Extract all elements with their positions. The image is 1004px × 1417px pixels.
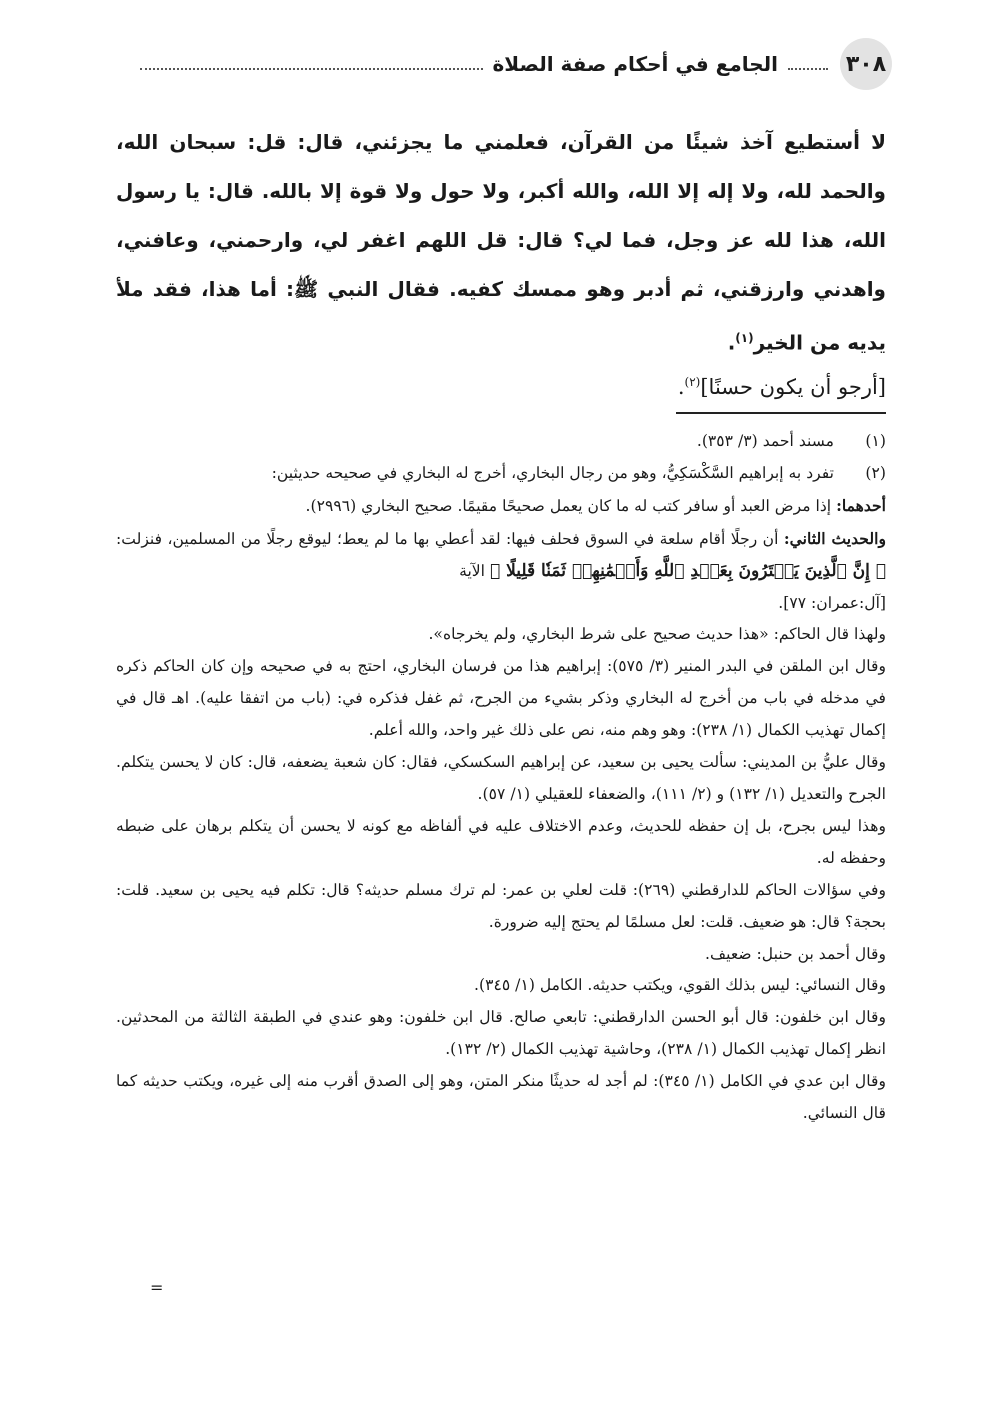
verdict-period: .	[677, 375, 685, 399]
not-jarh-note: وهذا ليس بجرح، بل إن حفظه للحديث، وعدم الاختلاف عليه في ألفاظه مع كونه لا يحسن أن يتكلم برهان على ضبطه وحفظه له.	[116, 816, 886, 867]
second-hadith-text: أن رجلًا أقام سلعة في السوق فحلف فيها: لقد أعطي بها ما لم يعط؛ ليوقع رجلًا من المسلمين، فنزلت:	[116, 529, 779, 548]
footnote-2-first-hadith	[116, 490, 886, 523]
footnote-1-number: (١)	[865, 432, 886, 450]
quran-verse: ﴿ إِنَّ ٱلَّذِينَ يَشۡتَرُونَ بِعَهۡدِ ٱللَّهِ وَأَيۡمَٰنِهِمۡ ثَمَنٗا قَلِيلًا ﴾	[489, 560, 886, 581]
grading-verdict	[116, 362, 886, 407]
footnote-2-number: (٢)	[865, 463, 886, 482]
first-hadith-text: إذا مرض العبد أو سافر كتب له ما كان يعمل صحيحًا مقيمًا. صحيح البخاري (٢٩٩٦).	[305, 496, 832, 515]
second-hadith-label: والحديث الثاني:	[783, 528, 886, 548]
ahmad-note: وقال أحمد بن حنبل: ضعيف.	[705, 944, 886, 963]
footnotes-section	[116, 426, 886, 1130]
surah-reference	[116, 588, 886, 620]
first-hadith-label: أحدهما:	[836, 495, 886, 515]
verse-label: الآية	[459, 561, 486, 580]
hadith-paragraph: لا أستطيع آخذ شيئًا من القرآن، فعلمني ما يجزئني، قال: قل: سبحان الله، والحمد لله، ولا إله إلا الله، والله أكبر، ولا حول ولا قوة إلا بالله. قال: يا رسول الله، هذا لله عز وجل، فما لي؟ قال: قل اللهم اغفر لي، وارحمني، وعافني، واهدني وارزقني، ثم أدبر وهو ممسك كفيه. فقال النبي ﷺ: أما هذا، فقد ملأ يديه من الخير	[116, 130, 886, 355]
continued-mark: =	[150, 1278, 164, 1297]
footnote-1	[116, 426, 886, 458]
footnote-ref-1[interactable]: (١)	[735, 331, 754, 345]
adi-note: وقال ابن عدي في الكامل (١/ ٣٤٥): لم أجد له حديثًا منكر المتن، وهو إلى الصدق أقرب منه إلى غيره، ويكتب حديثه كما قال النسائي.	[116, 1072, 886, 1123]
surah-ref-text: [آل:عمران: ٧٧].	[778, 593, 886, 612]
daraqutni-note: وفي سؤالات الحاكم للدارقطني (٢٦٩): قلت لعلي بن عمر: لم ترك مسلم حديثه؟ قال: تكلم فيه يحيى بن سعيد. قلت: بحجة؟ قال: هو ضعيف. قلت: لعل مسلمًا لم يحتج إليه ضرورة.	[116, 880, 886, 931]
page-number-badge: ٣٠٨	[840, 38, 892, 90]
footnote-2-intro: تفرد به إبراهيم السَّكْسَكِيُّ، وهو من رجال البخاري، أخرج له البخاري في صحيحه حديثين:	[271, 463, 834, 482]
book-title: الجامع في أحكام صفة الصلاة	[492, 52, 778, 76]
footnote-divider	[676, 412, 886, 414]
footnote-1-text: مسند أحمد (٣/ ٣٥٣).	[696, 432, 834, 450]
header-dots-left	[140, 68, 483, 70]
footnote-2-second-hadith	[116, 523, 886, 588]
header-dots-right	[788, 68, 828, 70]
page-header	[140, 38, 892, 110]
nasai-note: وقال النسائي: ليس بذلك القوي، ويكتب حديثه. الكامل (١/ ٣٤٥).	[474, 976, 886, 995]
khalfun-note: وقال ابن خلفون: قال أبو الحسن الدارقطني: تابعي صالح. قال ابن خلفون: وهو عندي في الطبقة الثالثة من المحدثين. انظر إكمال تهذيب الكمال (١/ ٢٣٨)، وحاشية تهذيب الكمال (٢/ ١٣٢).	[116, 1008, 886, 1059]
footnote-2-line1	[116, 458, 886, 490]
footnote-ref-2[interactable]: (٢)	[684, 375, 701, 389]
paragraph-period: .	[727, 330, 736, 355]
mulaqqin-note: وقال ابن الملقن في البدر المنير (٣/ ٥٧٥): إبراهيم هذا من فرسان البخاري، احتج به في صحيحه وإن كان الحاكم ذكره في مدخله في باب من أخرج له البخاري وذكر بشيء من الجرح، ثم غفل فذكره في: (باب من اتفقا عليه). اهـ قال في إكمال تهذيب الكمال (١/ ٢٣٨): وهو وهم منه، نص على ذلك غير واحد، والله أعلم.	[116, 657, 886, 740]
header-title-row	[140, 48, 828, 80]
hakim-note: ولهذا قال الحاكم: «هذا حديث صحيح على شرط البخاري، ولم يخرجاه».	[428, 625, 886, 644]
main-hadith-text	[116, 118, 886, 368]
madini-note: وقال عليُّ بن المديني: سألت يحيى بن سعيد، عن إبراهيم السكسكي، فقال: كان شعبة يضعفه، قال: كان لا يحسن يتكلم. الجرح والتعديل (١/ ١٣٢) و (٢/ ١١١)، والضعفاء للعقيلي (١/ ٥٧).	[116, 753, 886, 803]
verdict-text: [أرجو أن يكون حسنًا]	[700, 375, 886, 399]
